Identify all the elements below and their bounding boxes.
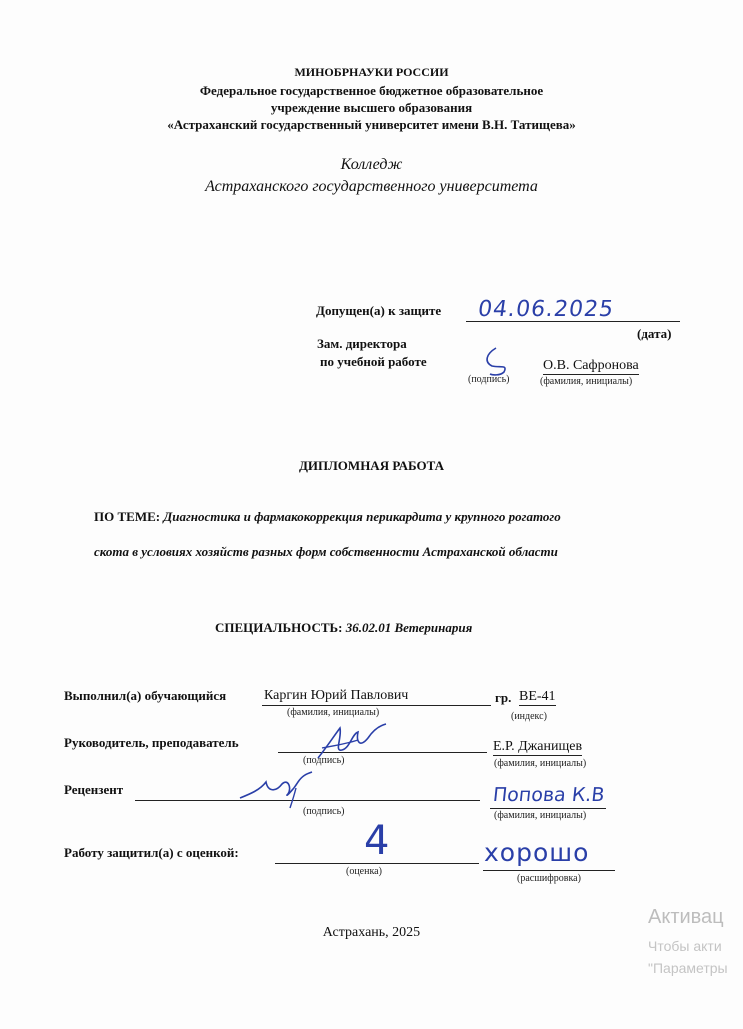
date-caption: (дата) — [637, 326, 672, 341]
activation-watermark-line-3: "Параметры — [648, 960, 728, 976]
reviewer-signature-caption: (подпись) — [303, 806, 345, 817]
topic-line-1: Диагностика и фармакокоррекция перикардита у крупного рогатого — [163, 509, 561, 524]
city-year: Астрахань, 2025 — [322, 925, 421, 940]
specialty-label: СПЕЦИАЛЬНОСТЬ: — [215, 620, 343, 635]
university-name: «Астраханский государственный университет имени В.Н. Татищева» — [167, 117, 576, 132]
grade-handwritten: 4 — [364, 818, 390, 864]
ministry-name: МИНОБРНАУКИ РОССИИ — [294, 65, 449, 79]
student-name-caption: (фамилия, инициалы) — [287, 707, 380, 718]
activation-watermark-title: Активац — [648, 906, 724, 928]
grade-text-underline — [483, 870, 615, 871]
topic-label: ПО ТЕМЕ: — [94, 509, 161, 524]
deputy-title-line-2: по учебной работе — [320, 354, 427, 369]
group-label: гр. — [495, 690, 512, 705]
grade-text-handwritten: хорошо — [484, 838, 590, 867]
college-line-2: Астраханского государственного университета — [205, 178, 538, 195]
deputy-signature-image — [478, 344, 518, 378]
date-handwritten: 04.06.2025 — [476, 297, 616, 322]
activation-watermark-line-2: Чтобы акти — [648, 938, 722, 954]
deputy-title-line-1: Зам. директора — [317, 336, 407, 351]
student-name: Каргин Юрий Павлович — [264, 688, 409, 703]
reviewer-name-handwritten: Попова К.В — [491, 784, 606, 806]
institution-line-1: Федеральное государственное бюджетное образовательное — [199, 83, 544, 98]
institution-line-2: учреждение высшего образования — [270, 100, 473, 115]
college-line-1: Колледж — [340, 156, 403, 173]
supervisor-signature-caption: (подпись) — [303, 755, 345, 766]
defense-label: Работу защитил(а) с оценкой: — [64, 845, 239, 860]
group-index: ВЕ-41 — [519, 689, 556, 704]
student-label: Выполнил(а) обучающийся — [64, 688, 227, 703]
specialty-row — [215, 620, 472, 636]
topic-line-2: скота в условиях хозяйств разных форм собственности Астраханской области — [94, 544, 558, 559]
group-caption: (индекс) — [511, 711, 547, 722]
deputy-name-caption: (фамилия, инициалы) — [540, 376, 633, 387]
reviewer-name-underline — [490, 808, 606, 809]
supervisor-name-caption: (фамилия, инициалы) — [494, 758, 587, 769]
student-name-underline — [262, 705, 491, 706]
grade-text-caption: (расшифровка) — [517, 873, 581, 884]
deputy-name: О.В. Сафронова — [543, 358, 639, 373]
supervisor-name: Е.Р. Джанищев — [493, 739, 583, 754]
reviewer-label: Рецензент — [64, 782, 124, 797]
deputy-signature-caption: (подпись) — [468, 374, 510, 385]
admitted-label: Допущен(а) к защите — [316, 303, 442, 318]
specialty-value: 36.02.01 Ветеринария — [345, 620, 473, 635]
grade-caption: (оценка) — [346, 866, 382, 877]
reviewer-name-caption: (фамилия, инициалы) — [494, 810, 587, 821]
document-title: ДИПЛОМНАЯ РАБОТА — [298, 458, 445, 473]
supervisor-label: Руководитель, преподаватель — [64, 735, 239, 750]
reviewer-signature-image — [236, 768, 316, 810]
topic-line-1-wrap — [94, 509, 561, 525]
